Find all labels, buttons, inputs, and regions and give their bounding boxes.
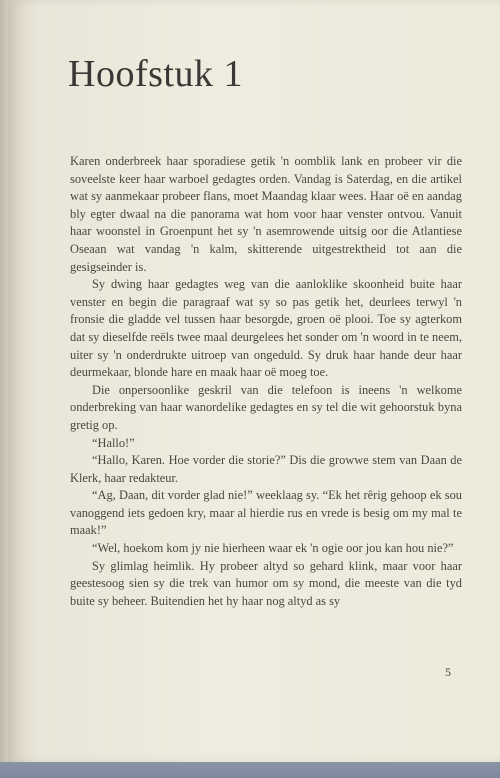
paragraph: Sy dwing haar gedagtes weg van die aanloklike skoonheid buite haar venster en begin die paragraaf wat sy so pas getik het, deurlees terwyl 'n fronsie die gladde vel tussen haar besorgde, groen oë plooi. Toe sy agterkom dat sy dieselfde reëls twee maal deurgelees het sonder om 'n woord in te neem, uiter sy 'n onderdrukte uitroep van ongeduld. Sy druk haar hande deur haar deurmekaar, blonde hare en maak haar oë moeg toe. [70,277,462,380]
paragraph: “Wel, hoekom kom jy nie hierheen waar ek 'n ogie oor jou kan hou nie?” [92,541,454,556]
chapter-body-text [70,153,462,610]
paragraph: “Hallo!” [92,435,135,450]
surface-below-page [0,762,500,778]
paragraph: Die onpersoonlike geskril van die telefoon is ineens 'n welkome onderbreking van haar wanordelike gedagtes en sy tel die wit gehoorstuk byna gretig op. [70,382,462,432]
chapter-title: Hoofstuk 1 [68,53,243,95]
paragraph: “Hallo, Karen. Hoe vorder die storie?” Dis die growwe stem van Daan de Klerk, haar redakteur. [70,453,462,485]
paragraph: Sy glimlag heimlik. Hy probeer altyd so gehard klink, maar voor haar geestesoog sien sy die trek van humor om sy mond, die meeste van die tyd buite sy beheer. Buitendien het hy haar nog altyd as sy [70,558,462,608]
paragraph: “Ag, Daan, dit vorder glad nie!” weeklaag sy. “Ek het rêrig gehoop ek sou vanoggend iets gedoen kry, maar al hierdie rus en vrede is besig om my mal te maak!” [70,488,462,538]
book-page [8,0,500,762]
paragraph: Karen onderbreek haar sporadiese getik 'n oomblik lank en probeer vir die soveelste keer haar warboel gedagtes orden. Vandag is Saterdag, en die artikel wat sy aanmekaar probeer flans, moet Maandag klaar wees. Haar oë en aandag bly egter dwaal na die panorama wat hom voor haar venster ontvou. Vanuit haar woonstel in Groenpunt het sy 'n asemrowende uitsig oor die Atlantiese Oseaan wat vandag 'n kalm, skitterende uitgestrektheid tot aan die gesigseinder is. [70,154,462,274]
page-number: 5 [445,665,451,679]
